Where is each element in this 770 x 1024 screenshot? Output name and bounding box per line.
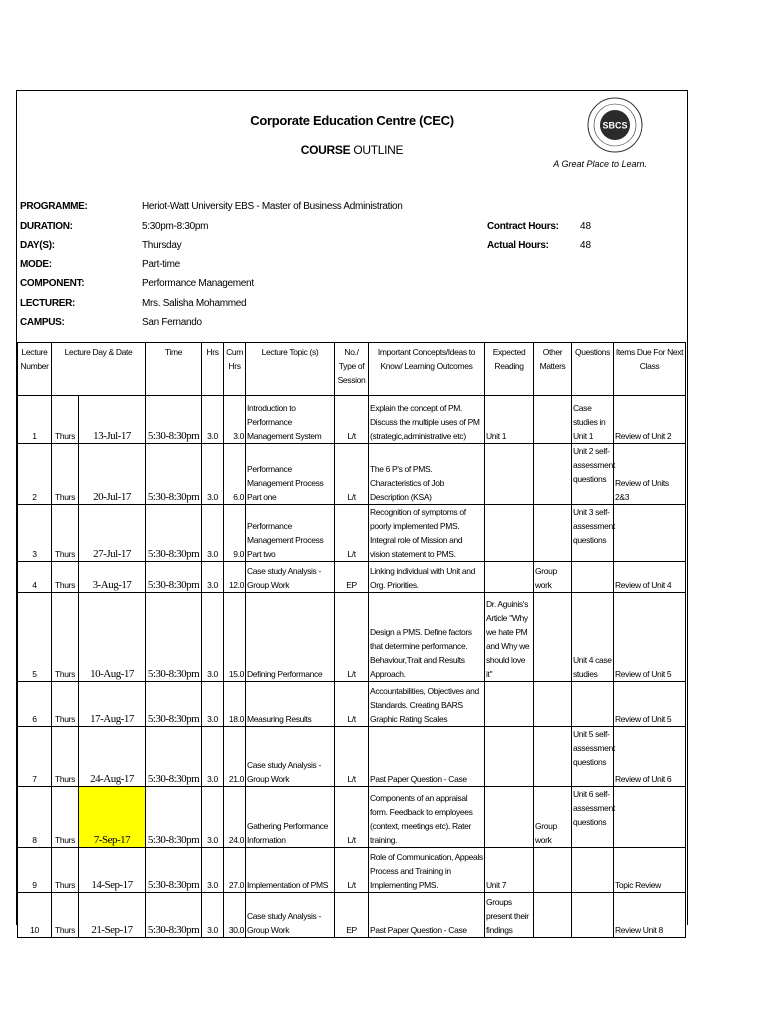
- row-questions: Unit 2 self-assessment questions: [572, 444, 614, 505]
- row-cum-hrs: 12.0: [224, 562, 246, 593]
- col-lecture-date: Lecture Day & Date: [52, 343, 146, 396]
- logo-text: SBCS: [602, 120, 628, 131]
- duration-label: DURATION:: [20, 221, 73, 232]
- row-day: Thurs: [52, 593, 79, 682]
- row-reading: [485, 444, 534, 505]
- row-other: [534, 444, 572, 505]
- col-topic: Lecture Topic (s): [246, 343, 335, 396]
- row-number: 6: [18, 682, 52, 727]
- row-date: 17-Aug-17: [79, 682, 146, 727]
- row-date: 14-Sep-17: [79, 848, 146, 893]
- actual-hours-value: 48: [580, 240, 592, 251]
- row-time: 5:30-8:30pm: [146, 787, 202, 848]
- row-other: [534, 848, 572, 893]
- row-questions: Unit 4 case studies: [572, 593, 614, 682]
- row-date: 7-Sep-17: [79, 787, 146, 848]
- row-number: 7: [18, 727, 52, 787]
- row-reading: Unit 1: [485, 396, 534, 444]
- row-other: [534, 593, 572, 682]
- row-day: Thurs: [52, 562, 79, 593]
- component-label: COMPONENT:: [20, 278, 85, 289]
- row-number: 3: [18, 505, 52, 562]
- mode-value: Part-time: [142, 259, 180, 270]
- row-concepts: Role of Communication, Appeals Process and Training in Implementing PMS.: [369, 848, 485, 893]
- row-topic: Defining Performance: [246, 593, 335, 682]
- row-concepts: Past Paper Question - Case: [369, 893, 485, 938]
- row-date: 27-Jul-17: [79, 505, 146, 562]
- row-questions: Unit 3 self-assessment questions: [572, 505, 614, 562]
- row-time: 5:30-8:30pm: [146, 396, 202, 444]
- lecturer-value: Mrs. Salisha Mohammed: [142, 298, 247, 309]
- row-date: 20-Jul-17: [79, 444, 146, 505]
- row-date: 10-Aug-17: [79, 593, 146, 682]
- row-time: 5:30-8:30pm: [146, 505, 202, 562]
- table-row: [18, 505, 686, 562]
- row-hrs: 3.0: [202, 893, 224, 938]
- row-date: 3-Aug-17: [79, 562, 146, 593]
- table-row: [18, 787, 686, 848]
- row-reading: [485, 727, 534, 787]
- row-day: Thurs: [52, 682, 79, 727]
- row-reading: Dr. Aguinis's Article "Why we hate PM and Why we should love it": [485, 593, 534, 682]
- row-number: 8: [18, 787, 52, 848]
- row-hrs: 3.0: [202, 593, 224, 682]
- row-concepts: The 6 P's of PMS. Characteristics of Job Description (KSA): [369, 444, 485, 505]
- table-row: [18, 893, 686, 938]
- row-cum-hrs: 24.0: [224, 787, 246, 848]
- row-questions: [572, 893, 614, 938]
- row-session-type: L/t: [335, 593, 369, 682]
- row-other: [534, 727, 572, 787]
- row-date: 13-Jul-17: [79, 396, 146, 444]
- row-number: 9: [18, 848, 52, 893]
- row-questions: [572, 562, 614, 593]
- row-hrs: 3.0: [202, 682, 224, 727]
- col-questions: Questions: [572, 343, 614, 396]
- mode-label: MODE:: [20, 259, 52, 270]
- row-concepts: Linking individual with Unit and Org. Priorities.: [369, 562, 485, 593]
- row-concepts: Past Paper Question - Case: [369, 727, 485, 787]
- row-number: 1: [18, 396, 52, 444]
- row-cum-hrs: 27.0: [224, 848, 246, 893]
- row-hrs: 3.0: [202, 727, 224, 787]
- row-reading: Groups present their findings: [485, 893, 534, 938]
- row-concepts: Accountabilities, Objectives and Standards. Creating BARS Graphic Rating Scales: [369, 682, 485, 727]
- row-date: 24-Aug-17: [79, 727, 146, 787]
- table-row: [18, 593, 686, 682]
- subtitle-bold: COURSE: [300, 143, 351, 157]
- course-schedule-table: [17, 342, 686, 938]
- row-hrs: 3.0: [202, 848, 224, 893]
- row-questions: Unit 5 self-assessment questions: [572, 727, 614, 787]
- row-time: 5:30-8:30pm: [146, 848, 202, 893]
- col-cum-hrs: Cum Hrs: [224, 343, 246, 396]
- table-row: [18, 562, 686, 593]
- row-session-type: EP: [335, 562, 369, 593]
- row-other: [534, 396, 572, 444]
- col-time: Time: [146, 343, 202, 396]
- row-other: Group work: [534, 562, 572, 593]
- row-cum-hrs: 15.0: [224, 593, 246, 682]
- row-cum-hrs: 30.0: [224, 893, 246, 938]
- row-day: Thurs: [52, 444, 79, 505]
- sbcs-logo: [587, 97, 643, 153]
- row-hrs: 3.0: [202, 562, 224, 593]
- row-items-due: Review of Units 2&3: [614, 444, 686, 505]
- row-day: Thurs: [52, 505, 79, 562]
- row-items-due: [614, 787, 686, 848]
- row-reading: [485, 562, 534, 593]
- table-header-row: [18, 343, 686, 396]
- campus-label: CAMPUS:: [20, 317, 65, 328]
- row-topic: Introduction to Performance Management System: [246, 396, 335, 444]
- row-session-type: L/t: [335, 444, 369, 505]
- col-hrs: Hrs: [202, 343, 224, 396]
- col-items-due: Items Due For Next Class: [614, 343, 686, 396]
- row-topic: Case study Analysis - Group Work: [246, 562, 335, 593]
- table-row: [18, 727, 686, 787]
- row-day: Thurs: [52, 787, 79, 848]
- row-date: 21-Sep-17: [79, 893, 146, 938]
- row-session-type: EP: [335, 893, 369, 938]
- table-row: [18, 396, 686, 444]
- row-concepts: Recognition of symptoms of poorly implemented PMS. Integral role of Mission and vision statement to PMS.: [369, 505, 485, 562]
- row-concepts: Components of an appraisal form. Feedback to employees (context, meetings etc). Rater training.: [369, 787, 485, 848]
- row-time: 5:30-8:30pm: [146, 893, 202, 938]
- row-concepts: Explain the concept of PM. Discuss the multiple uses of PM (strategic,administrative etc): [369, 396, 485, 444]
- row-session-type: L/t: [335, 848, 369, 893]
- programme-value: Heriot-Watt University EBS - Master of Business Administration: [142, 201, 403, 212]
- row-items-due: Review Unit 8: [614, 893, 686, 938]
- col-concepts: Important Concepts/Ideas to Know/ Learning Outcomes: [369, 343, 485, 396]
- row-items-due: Topic Review: [614, 848, 686, 893]
- component-value: Performance Management: [142, 278, 254, 289]
- tagline: A Great Place to Learn.: [553, 159, 647, 169]
- row-reading: [485, 682, 534, 727]
- row-topic: Gathering Performance Information: [246, 787, 335, 848]
- row-questions: [572, 848, 614, 893]
- row-time: 5:30-8:30pm: [146, 444, 202, 505]
- row-topic: Case study Analysis - Group Work: [246, 727, 335, 787]
- actual-hours-label: Actual Hours:: [487, 240, 549, 251]
- row-other: Group work: [534, 787, 572, 848]
- row-questions: Unit 6 self-assessment questions: [572, 787, 614, 848]
- row-items-due: Review of Unit 2: [614, 396, 686, 444]
- row-number: 10: [18, 893, 52, 938]
- row-session-type: L/t: [335, 727, 369, 787]
- row-reading: [485, 787, 534, 848]
- row-items-due: [614, 505, 686, 562]
- row-topic: Case study Analysis - Group Work: [246, 893, 335, 938]
- col-session-type: No./ Type of Session: [335, 343, 369, 396]
- contract-hours-value: 48: [580, 221, 592, 232]
- row-session-type: L/t: [335, 682, 369, 727]
- row-time: 5:30-8:30pm: [146, 593, 202, 682]
- days-value: Thursday: [142, 240, 182, 251]
- row-day: Thurs: [52, 848, 79, 893]
- row-other: [534, 682, 572, 727]
- row-other: [534, 505, 572, 562]
- row-hrs: 3.0: [202, 396, 224, 444]
- row-topic: Performance Management Process Part one: [246, 444, 335, 505]
- duration-value: 5:30pm-8:30pm: [142, 221, 209, 232]
- row-session-type: L/t: [335, 396, 369, 444]
- row-reading: Unit 7: [485, 848, 534, 893]
- row-concepts: Design a PMS. Define factors that determine performance. Behaviour,Trait and Results Approach.: [369, 593, 485, 682]
- row-items-due: Review of Unit 5: [614, 593, 686, 682]
- row-time: 5:30-8:30pm: [146, 682, 202, 727]
- row-questions: [572, 682, 614, 727]
- col-reading: Expected Reading: [485, 343, 534, 396]
- row-other: [534, 893, 572, 938]
- document-title: Corporate Education Centre (CEC): [250, 113, 454, 128]
- row-hrs: 3.0: [202, 444, 224, 505]
- contract-hours-label: Contract Hours:: [487, 221, 559, 232]
- row-number: 4: [18, 562, 52, 593]
- days-label: DAY(S):: [20, 240, 55, 251]
- row-number: 5: [18, 593, 52, 682]
- row-day: Thurs: [52, 727, 79, 787]
- col-other: Other Matters: [534, 343, 572, 396]
- subtitle-rest: OUTLINE: [350, 143, 404, 157]
- row-number: 2: [18, 444, 52, 505]
- row-cum-hrs: 21.0: [224, 727, 246, 787]
- col-lecture-number: Lecture Number: [18, 343, 52, 396]
- row-reading: [485, 505, 534, 562]
- programme-label: PROGRAMME:: [20, 201, 88, 212]
- row-cum-hrs: 9.0: [224, 505, 246, 562]
- course-outline-sheet: [16, 90, 688, 936]
- table-row: [18, 848, 686, 893]
- row-topic: Implementation of PMS: [246, 848, 335, 893]
- row-cum-hrs: 18.0: [224, 682, 246, 727]
- row-questions: Case studies in Unit 1: [572, 396, 614, 444]
- row-session-type: L/t: [335, 787, 369, 848]
- row-hrs: 3.0: [202, 505, 224, 562]
- row-items-due: Review of Unit 5: [614, 682, 686, 727]
- campus-value: San Fernando: [142, 317, 202, 328]
- lecturer-label: LECTURER:: [20, 298, 76, 309]
- row-time: 5:30-8:30pm: [146, 727, 202, 787]
- row-time: 5:30-8:30pm: [146, 562, 202, 593]
- row-topic: Measuring Results: [246, 682, 335, 727]
- table-row: [18, 444, 686, 505]
- table-row: [18, 682, 686, 727]
- row-items-due: Review of Unit 6: [614, 727, 686, 787]
- row-topic: Performance Management Process Part two: [246, 505, 335, 562]
- row-day: Thurs: [52, 396, 79, 444]
- row-session-type: L/t: [335, 505, 369, 562]
- row-cum-hrs: 3.0: [224, 396, 246, 444]
- row-day: Thurs: [52, 893, 79, 938]
- row-hrs: 3.0: [202, 787, 224, 848]
- row-items-due: Review of Unit 4: [614, 562, 686, 593]
- row-cum-hrs: 6.0: [224, 444, 246, 505]
